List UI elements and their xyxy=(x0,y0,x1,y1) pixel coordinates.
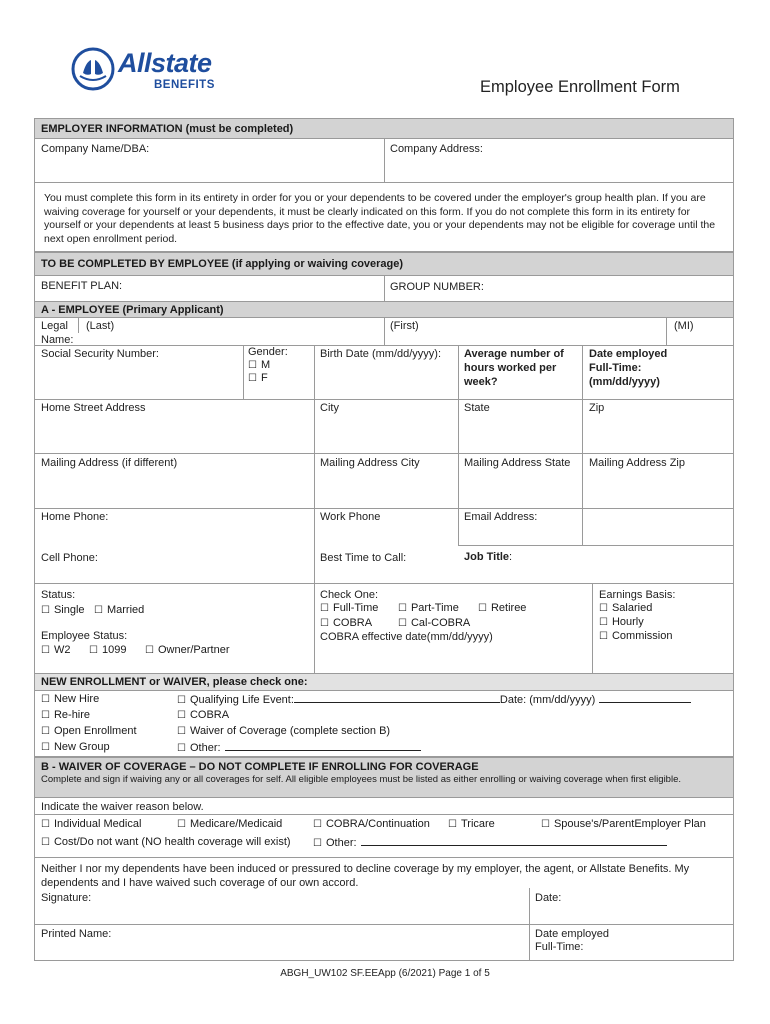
intro-text: You must complete this form in its entirety in order for you or your dependents to be covered under the employer's group health plan. If you are waiving coverage for yourself or your dependents, it must be clearly indicated on this form. If you do not complete this form in its entirety for yourself or your dependents at least 5 business days prior to the effective date, you or your dependents may not be eligible for coverage until the next open enrollment period. xyxy=(44,192,716,245)
enrollment-header: NEW ENROLLMENT or WAIVER, please check one: xyxy=(34,673,734,691)
mailing-city-field[interactable]: Mailing Address City xyxy=(320,457,420,469)
avg-hours-field[interactable]: Average number of hours worked per week? xyxy=(464,348,564,388)
email-field[interactable]: Email Address: xyxy=(464,511,538,523)
allstate-logo xyxy=(70,46,220,94)
waiver-checkbox[interactable]: ☐ Waiver of Coverage (complete section B) xyxy=(177,725,391,737)
full-time-checkbox[interactable]: ☐ Full-Time xyxy=(320,602,379,614)
birth-date-field[interactable]: Birth Date (mm/dd/yyyy): xyxy=(320,348,442,360)
cell-phone-field[interactable]: Cell Phone: xyxy=(41,552,98,564)
divider xyxy=(78,318,79,333)
retiree-checkbox[interactable]: ☐ Retiree xyxy=(478,602,527,614)
mi-field[interactable]: (MI) xyxy=(674,320,694,332)
divider xyxy=(458,545,734,546)
hourly-checkbox[interactable]: ☐ Hourly xyxy=(599,616,644,628)
medicare-checkbox[interactable]: ☐ Medicare/Medicaid xyxy=(177,818,283,830)
waiver-date-field[interactable]: Date: xyxy=(535,892,562,904)
gender-male-checkbox[interactable]: ☐ M xyxy=(248,359,271,371)
waiver-full-time-field[interactable]: Full-Time: xyxy=(535,941,584,953)
hands-logo-icon xyxy=(70,46,116,92)
divider xyxy=(384,139,385,183)
divider xyxy=(243,345,244,399)
salaried-checkbox[interactable]: ☐ Salaried xyxy=(599,602,653,614)
mailing-address-field[interactable]: Mailing Address (if different) xyxy=(41,457,178,469)
home-address-field[interactable]: Home Street Address xyxy=(41,402,146,414)
divider xyxy=(384,318,385,345)
divider xyxy=(34,453,734,454)
date-employed-field[interactable]: Date employed Full-Time: (mm/dd/yyyy) xyxy=(589,348,668,388)
printed-name-field[interactable]: Printed Name: xyxy=(41,928,112,940)
employer-header: EMPLOYER INFORMATION (must be completed) xyxy=(34,118,734,139)
footer: ABGH_UW102 SF.EEApp (6/2021) Page 1 of 5 xyxy=(280,968,490,979)
cobra-date-field[interactable]: COBRA effective date(mm/dd/yyyy) xyxy=(320,631,493,643)
last-name-field[interactable]: (Last) xyxy=(86,320,115,332)
part-time-checkbox[interactable]: ☐ Part-Time xyxy=(398,602,459,614)
work-phone-field[interactable]: Work Phone xyxy=(320,511,381,523)
ssn-field[interactable]: Social Security Number: xyxy=(41,348,159,360)
logo-name: Allstate xyxy=(118,48,212,78)
section-a-header: A - EMPLOYEE (Primary Applicant) xyxy=(34,301,734,318)
logo-sub: BENEFITS xyxy=(154,79,215,91)
company-address-field[interactable]: Company Address: xyxy=(390,143,483,155)
status-label: Status: xyxy=(41,589,76,601)
signature-field[interactable]: Signature: xyxy=(41,892,92,904)
city-field[interactable]: City xyxy=(320,402,339,414)
home-phone-field[interactable]: Home Phone: xyxy=(41,511,109,523)
divider xyxy=(34,583,734,584)
divider xyxy=(582,345,583,545)
divider xyxy=(34,857,734,858)
mailing-zip-field[interactable]: Mailing Address Zip xyxy=(589,457,685,469)
individual-medical-checkbox[interactable]: ☐ Individual Medical xyxy=(41,818,142,830)
waiver-statement: Neither I nor my dependents have been induced or pressured to decline coverage by my employer, the agent, or Allstate Benefits. My dependents and I have waived such coverage of our own accord. xyxy=(41,863,690,889)
married-checkbox[interactable]: ☐ Married xyxy=(94,604,145,616)
job-title-field[interactable]: Job Title: xyxy=(464,551,513,563)
divider xyxy=(458,345,459,399)
qle-checkbox[interactable]: ☐ Qualifying Life Event: Date: (mm/dd/yyyy) xyxy=(177,692,691,708)
divider xyxy=(34,814,734,815)
enroll-other-checkbox[interactable]: ☐ Other: xyxy=(177,740,421,756)
owner-partner-checkbox[interactable]: ☐ Owner/Partner xyxy=(145,644,230,656)
divider xyxy=(34,508,734,509)
first-name-field[interactable]: (First) xyxy=(390,320,419,332)
state-field[interactable]: State xyxy=(464,402,490,414)
divider xyxy=(34,399,734,400)
benefit-plan-field[interactable]: BENEFIT PLAN: xyxy=(41,280,123,292)
waiver-header-block xyxy=(34,757,734,798)
cobra-checkbox[interactable]: ☐ COBRA xyxy=(320,617,373,629)
cal-cobra-checkbox[interactable]: ☐ Cal-COBRA xyxy=(398,617,471,629)
legal-label: Legal xyxy=(41,320,68,332)
earnings-basis-label: Earnings Basis: xyxy=(599,589,676,601)
open-enrollment-checkbox[interactable]: ☐ Open Enrollment xyxy=(41,725,137,737)
single-checkbox[interactable]: ☐ Single xyxy=(41,604,85,616)
new-group-checkbox[interactable]: ☐ New Group xyxy=(41,741,110,753)
tricare-checkbox[interactable]: ☐ Tricare xyxy=(448,818,495,830)
waiver-subheader: Complete and sign if waiving any or all coverages for self. All eligible employees must be listed as either enrolling or waiving coverage when first eligible. xyxy=(41,774,681,785)
gender-female-checkbox[interactable]: ☐ F xyxy=(248,372,268,384)
group-number-field[interactable]: GROUP NUMBER: xyxy=(390,281,484,293)
waiver-other-checkbox[interactable]: ☐ Other: xyxy=(313,835,667,851)
cobra-continuation-checkbox[interactable]: ☐ COBRA/Continuation xyxy=(313,818,430,830)
divider xyxy=(34,345,734,346)
waiver-header: B - WAIVER OF COVERAGE – DO NOT COMPLETE IF ENROLLING FOR COVERAGE xyxy=(41,761,479,773)
zip-field[interactable]: Zip xyxy=(589,402,605,414)
form-title: Employee Enrollment Form xyxy=(480,78,680,96)
waiver-indicate-label: Indicate the waiver reason below. xyxy=(41,801,204,813)
mailing-state-field[interactable]: Mailing Address State xyxy=(464,457,571,469)
divider xyxy=(34,924,734,925)
waiver-date-employed-label: Date employed xyxy=(535,928,609,940)
employee-header: TO BE COMPLETED BY EMPLOYEE (if applying or waiving coverage) xyxy=(34,252,734,276)
1099-checkbox[interactable]: ☐ 1099 xyxy=(89,644,127,656)
best-time-field[interactable]: Best Time to Call: xyxy=(320,552,407,564)
spouse-plan-checkbox[interactable]: ☐ Spouse's/ParentEmployer Plan xyxy=(541,818,706,830)
enroll-cobra-checkbox[interactable]: ☐ COBRA xyxy=(177,709,230,721)
rehire-checkbox[interactable]: ☐ Re-hire xyxy=(41,709,91,721)
w2-checkbox[interactable]: ☐ W2 xyxy=(41,644,71,656)
gender-label: Gender: xyxy=(248,346,288,358)
check-one-label: Check One: xyxy=(320,589,379,601)
divider xyxy=(458,399,459,545)
cost-checkbox[interactable]: ☐ Cost/Do not want (NO health coverage will exist) xyxy=(41,836,291,848)
commission-checkbox[interactable]: ☐ Commission xyxy=(599,630,673,642)
employee-status-label: Employee Status: xyxy=(41,630,128,642)
divider xyxy=(592,583,593,673)
divider xyxy=(384,276,385,302)
divider xyxy=(314,345,315,673)
divider xyxy=(666,318,667,345)
new-hire-checkbox[interactable]: ☐ New Hire xyxy=(41,693,100,705)
company-name-field[interactable]: Company Name/DBA: xyxy=(41,143,150,155)
name-label: Name: xyxy=(41,334,74,346)
